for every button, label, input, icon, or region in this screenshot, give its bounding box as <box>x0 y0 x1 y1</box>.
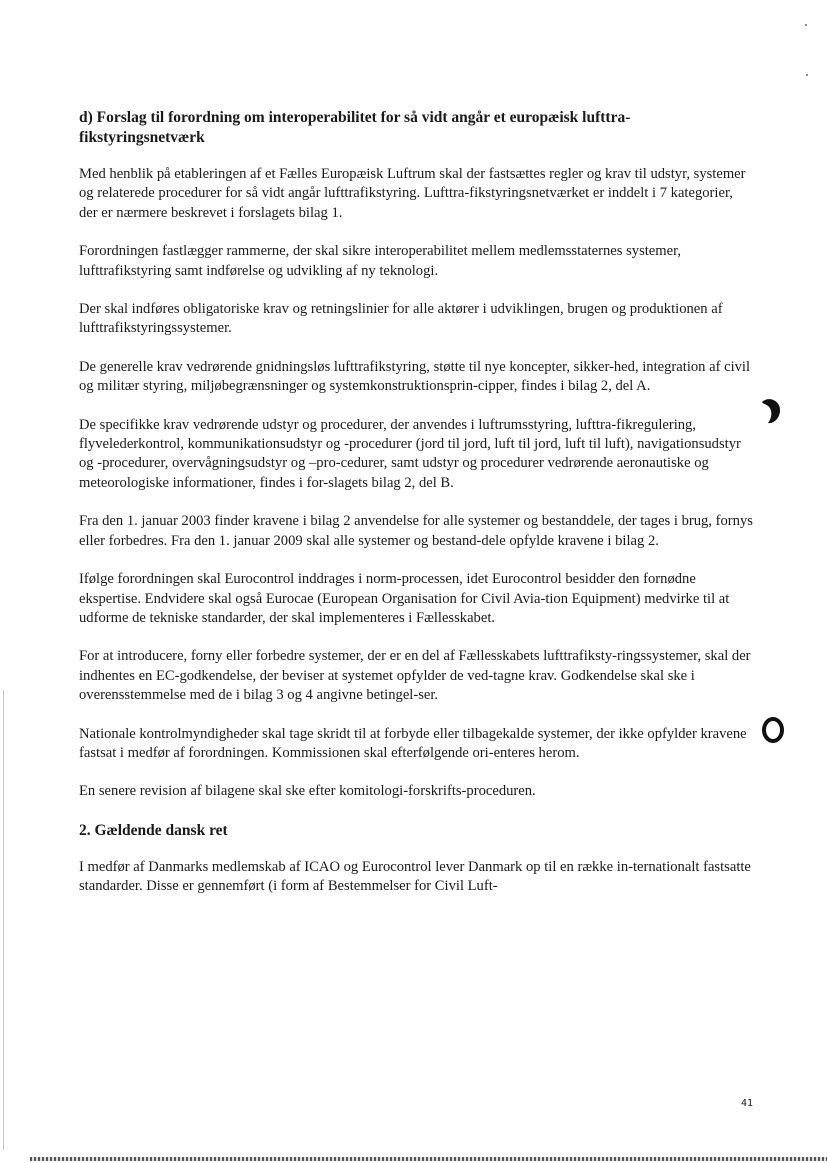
paragraph: I medfør af Danmarks medlemskab af ICAO og Eurocontrol lever Danmark op til en række in-ternationalt fastsatte standarder. Disse er gennemført (i form af Bestemmelser for Civil Luft- <box>79 858 751 895</box>
paragraph: Med henblik på etableringen af et Fælles Europæisk Luftrum skal der fastsættes regler og krav til udstyr, systemer og relaterede procedurer for så vidt angår lufttrafikstyring. Lufttra-fikstyringsnetværket er inddelt i 7 kategorier, der er nærmere beskrevet i forslagets bilag 1. <box>79 166 746 221</box>
scan-edge-border <box>30 1157 827 1161</box>
page-number: 41 <box>740 1098 753 1109</box>
paragraph: Nationale kontrolmyndigheder skal tage skridt til at forbyde eller tilbagekalde systemer, der ikke opfylder kravene fastsat i medfør af forordningen. Kommissionen skal efterfølgende ori-enteres herom. <box>79 725 747 761</box>
punch-hole-mark-icon <box>760 716 786 744</box>
scan-speck <box>806 74 808 76</box>
scan-edge-line <box>3 690 4 1150</box>
punch-hole-mark-icon <box>756 396 784 426</box>
proposal-heading: d) Forslag til forordning om interoperabilitet for så vidt angår et europæisk lufttra-fikstyringsnetværk <box>79 109 631 146</box>
paragraph: En senere revision af bilagene skal ske efter komitologi-forskrifts-proceduren. <box>79 783 536 800</box>
section-heading: 2. Gældende dansk ret <box>79 821 228 839</box>
scan-speck <box>805 24 807 26</box>
document-body <box>79 108 755 916</box>
paragraph: Der skal indføres obligatoriske krav og retningslinier for alle aktører i udviklingen, brugen og produktionen af lufttrafikstyringssystemer. <box>79 301 723 337</box>
paragraph: Fra den 1. januar 2003 finder kravene i bilag 2 anvendelse for alle systemer og bestanddele, der tages i brug, fornys eller forbedres. Fra den 1. januar 2009 skal alle systemer og bestand-dele opfylde kravene i bilag 2. <box>79 513 753 549</box>
paragraph: Ifølge forordningen skal Eurocontrol inddrages i norm-processen, idet Eurocontrol besidder den fornødne ekspertise. Endvidere skal også Eurocae (European Organisation for Civil Avia-tion Equipment) medvirke til at udforme de tekniske standarder, der skal implementeres i Fællesskabet. <box>79 571 730 626</box>
paragraph: De generelle krav vedrørende gnidningsløs lufttrafikstyring, støtte til nye koncepter, sikker-hed, integration af civil og militær styring, miljøbegrænsninger og systemkonstruktionsprin-cipper, findes i bilag 2, del A. <box>79 358 751 395</box>
paragraph: Forordningen fastlægger rammerne, der skal sikre interoperabilitet mellem medlemsstaternes systemer, lufttrafikstyring samt indførelse og udvikling af ny teknologi. <box>79 243 682 279</box>
paragraph: De specifikke krav vedrørende udstyr og procedurer, der anvendes i luftrumsstyring, lufttra-fikregulering, flyvelederkontrol, kommunikationsudstyr og -procedurer (jord til jord, luft til jord, luft til luft), navigationsudstyr og -procedurer, overvågningsudstyr og –pro-cedurer, samt udstyr og procedurer vedrørende aeronautiske og meteorologiske informationer, findes i for-slagets bilag 2, del B. <box>79 416 741 491</box>
paragraph: For at introducere, forny eller forbedre systemer, der er en del af Fællesskabets lufttrafiksty-ringssystemer, skal der indhentes en EC-godkendelse, der beviser at systemet opfylder de ved-tagne krav. Godkendelse skal ske i overensstemmelse med de i bilag 3 og 4 angivne betingel-ser. <box>79 648 751 704</box>
